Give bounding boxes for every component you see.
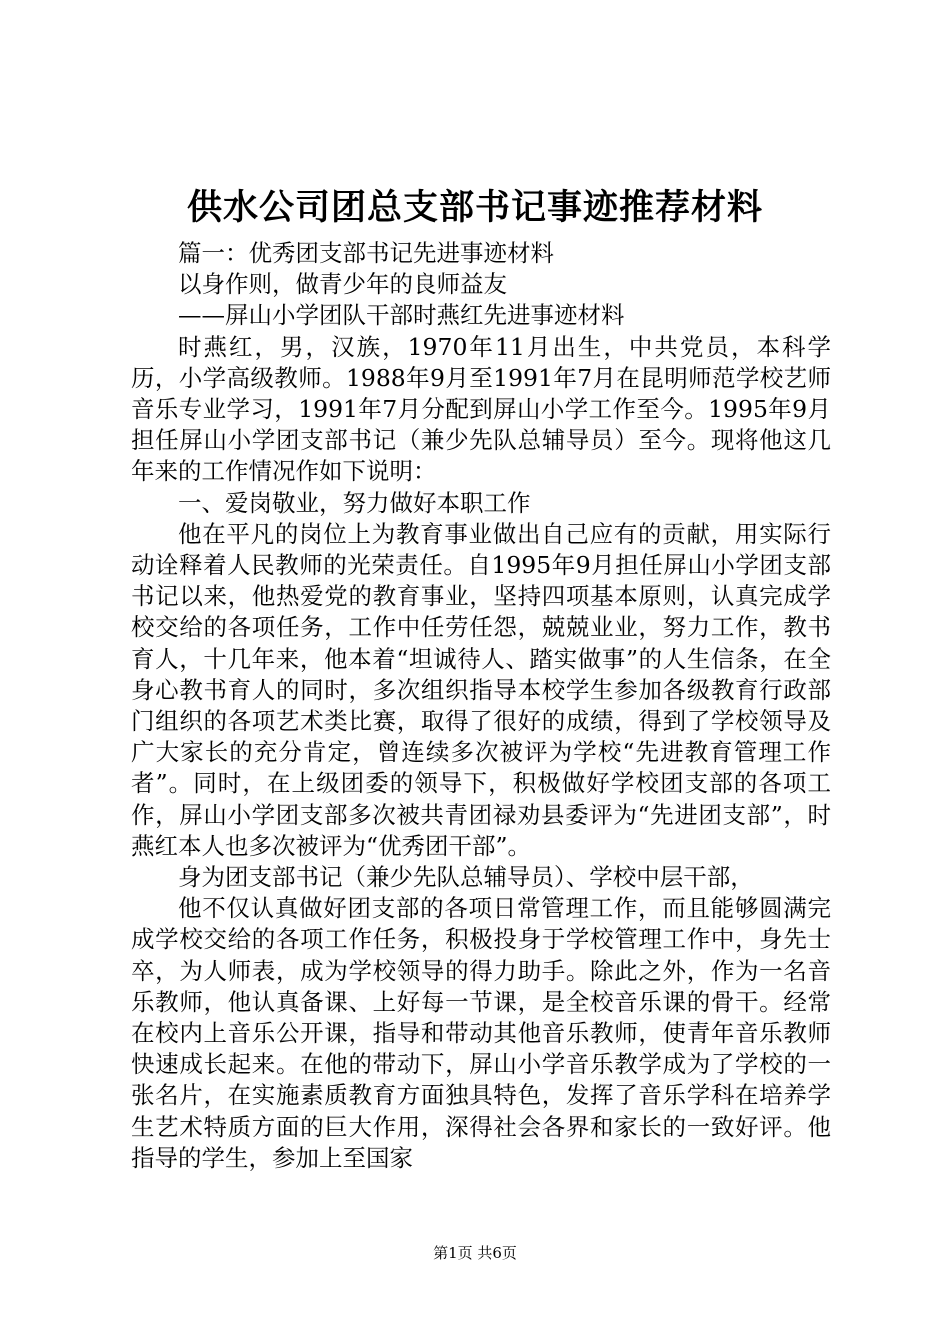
page-number-footer: 第1页 共6页 [433,1244,517,1262]
paragraph-body-1: 他在平凡的岗位上为教育事业做出自己应有的贡献，用实际行动诠释着人民教师的光荣责任。自1995年9月担任屏山小学团支部书记以来，他热爱党的教育事业，坚持四项基本原则，认真完成学校交给的各项任务，工作中任劳任怨，兢兢业业，努力工作，教书育人，十几年来，他本着“坦诚待人、踏实做事”的人生信条，在全身心教书育人的同时，多次组织指导本校学生参加各级教育行政部门组织的各项艺术类比赛，取得了很好的成绩，得到了学校领导及广大家长的充分肯定，曾连续多次被评为学校“先进教育管理工作者”。同时，在上级团委的领导下，积极做好学校团支部的各项工作，屏山小学团支部多次被共青团禄劝县委评为“先进团支部”，时燕红本人也多次被评为“优秀团干部”。 [131,519,831,860]
paragraph-subtitle: 以身作则，做青少年的良师益友 [178,270,507,299]
paragraph-section-heading: 一、爱岗敬业，努力做好本职工作 [178,488,531,517]
paragraph-subheading: ——屏山小学团队干部时燕红先进事迹材料 [178,301,625,330]
paragraph-body-3: 他不仅认真做好团支部的各项日常管理工作，而且能够圆满完成学校交给的各项工作任务，积极投身于学校管理工作中，身先士卒，为人师表，成为学校领导的得力助手。除此之外，作为一名音乐教师，他认真备课、上好每一节课，是全校音乐课的骨干。经常在校内上音乐公开课，指导和带动其他音乐教师，使青年音乐教师快速成长起来。在他的带动下，屏山小学音乐教学成为了学校的一张名片，在实施素质教育方面独具特色，发挥了音乐学科在培养学生艺术特质方面的巨大作用，深得社会各界和家长的一致好评。他指导的学生，参加上至国家 [131,894,831,1172]
paragraph-heading-1: 篇一：优秀团支部书记先进事迹材料 [178,239,554,267]
document-title: 供水公司团总支部书记事迹推荐材料 [186,187,763,228]
paragraph-body-2: 身为团支部书记（兼少先队总辅导员）、学校中层干部， [178,863,754,892]
document-body [131,238,831,1174]
paragraph-intro: 时燕红，男，汉族，1970年11月出生，中共党员，本科学历，小学高级教师。1988年9月至1991年7月在昆明师范学校艺师音乐专业学习，1991年7月分配到屏山小学工作至今。1995年9月担任屏山小学团支部书记（兼少先队总辅导员）至今。现将他这几年来的工作情况作如下说明： [131,332,831,486]
